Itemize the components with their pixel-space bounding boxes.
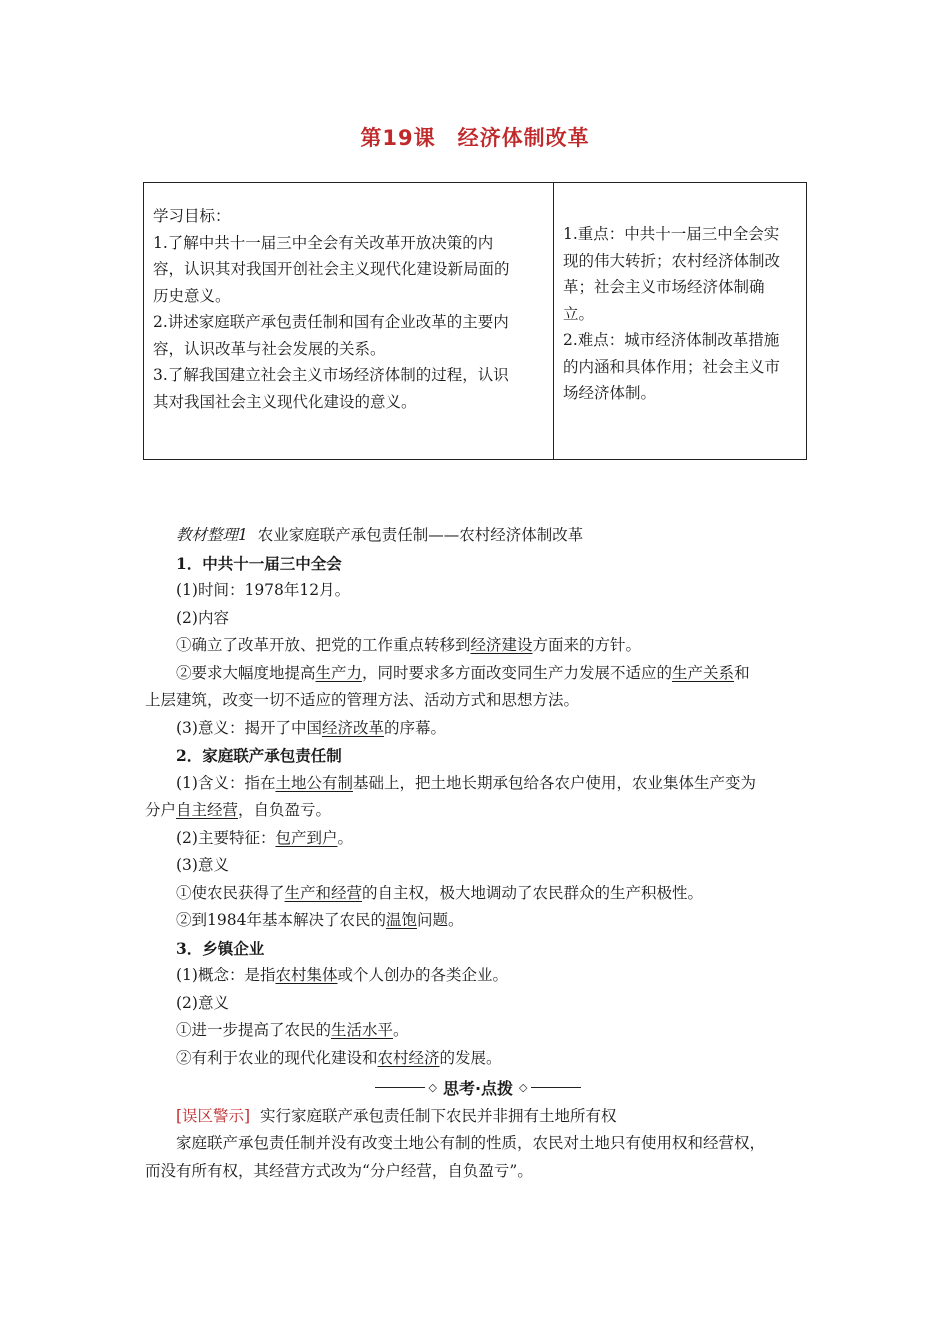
subsection-title: 1．中共十一届三中全会 [176,553,342,573]
objective-line: 其对我国社会主义现代化建设的意义。 [153,392,417,411]
diamond-icon: ◇ [428,1081,437,1095]
paragraph: 家庭联产承包责任制并没有改变土地公有制的性质，农民对土地只有使用权和经营权， [176,1134,766,1152]
page-title [0,122,950,152]
divider-line [531,1087,581,1088]
lesson-number: 第19课 [360,126,436,150]
paragraph: ①进一步提高了农民的生活水平。 [176,1021,409,1039]
paragraph: (2)主要特征：包产到户。 [176,828,353,847]
paragraph: (3)意义 [176,856,229,874]
paragraph: ②要求大幅度地提高生产力，同时要求多方面改变同生产力发展不适应的生产关系和 [176,663,750,682]
key-term: 生活水平 [331,1021,394,1039]
key-term: 生产关系 [672,663,735,682]
paragraph: 分户自主经营，自负盈亏。 [145,801,332,819]
diamond-icon: ◇ [519,1081,528,1095]
objectives-table [143,182,807,460]
key-point-line: 革；社会主义市场经济体制确 [563,278,765,296]
section-heading: 教材整理1 农业家庭联产承包责任制——农村经济体制改革 [176,526,584,544]
paragraph: ②有利于农业的现代化建设和农村经济的发展。 [176,1048,502,1067]
paragraph: (3)意义：揭开了中国经济改革的序幕。 [176,718,446,737]
key-point-line: 现的伟大转折；农村经济体制改 [563,251,781,270]
key-point-line: 立。 [563,304,595,323]
objective-line: 容，认识改革与社会发展的关系。 [153,339,386,358]
paragraph: ②到1984年基本解决了农民的温饱问题。 [176,911,464,929]
subsection-title: 2．家庭联产承包责任制 [176,746,342,765]
paragraph: (1)时间：1978年12月。 [176,581,351,599]
subsection-title: 3．乡镇企业 [176,938,265,958]
paragraph: (2)意义 [176,993,229,1012]
objective-line: 2.讲述家庭联产承包责任制和国有企业改革的主要内 [153,313,509,331]
objective-line: 学习目标： [153,207,231,225]
section-divider [145,1074,811,1102]
learning-objectives [144,183,554,459]
key-term: 经济建设 [470,636,533,654]
paragraph: 而没有所有权，其经营方式改为“分户经营，自负盈亏”。 [145,1161,533,1180]
paragraph: ①使农民获得了生产和经营的自主权，极大地调动了农民群众的生产积极性。 [176,883,704,902]
warning-tag: [误区警示] [176,1106,251,1125]
objective-line: 容，认识其对我国开创社会主义现代化建设新局面的 [153,260,510,278]
paragraph: (2)内容 [176,608,229,627]
key-term: 土地公有制 [275,773,353,792]
objective-line: 历史意义。 [153,286,231,305]
key-point-line: 1.重点：中共十一届三中全会实 [563,225,780,243]
objective-line: 3.了解我国建立社会主义市场经济体制的过程，认识 [153,366,509,384]
key-point-line: 的内涵和具体作用；社会主义市 [563,357,781,376]
paragraph: (1)概念：是指农村集体或个人创办的各类企业。 [176,966,508,984]
warning-heading: [误区警示] 实行家庭联产承包责任制下农民并非拥有土地所有权 [176,1106,617,1125]
key-points [554,183,806,459]
key-term: 生产和经营 [284,883,363,902]
paragraph: ①确立了改革开放、把党的工作重点转移到经济建设方面来的方针。 [176,636,642,654]
paragraph: 上层建筑，改变一切不适应的管理方法、活动方式和思想方法。 [145,691,580,709]
divider-line [375,1087,425,1088]
key-term: 农村集体 [275,966,338,984]
objective-line: 1.了解中共十一届三中全会有关改革开放决策的内 [153,233,494,252]
key-term: 包产到户 [275,828,338,847]
paragraph: (1)含义：指在土地公有制基础上，把土地长期承包给各农户使用，农业集体生产变为 [176,773,756,792]
key-term: 经济改革 [321,718,384,737]
key-term: 自主经营 [176,801,239,819]
key-term: 温饱 [385,911,417,929]
divider-title: 思考·点拨 [442,1079,514,1099]
key-term: 生产力 [315,663,363,682]
key-point-line: 场经济体制。 [563,384,657,402]
lesson-topic: 经济体制改革 [457,126,590,150]
key-point-line: 2.难点：城市经济体制改革措施 [563,331,780,349]
key-term: 农村经济 [377,1048,440,1067]
main-content [145,522,811,1185]
